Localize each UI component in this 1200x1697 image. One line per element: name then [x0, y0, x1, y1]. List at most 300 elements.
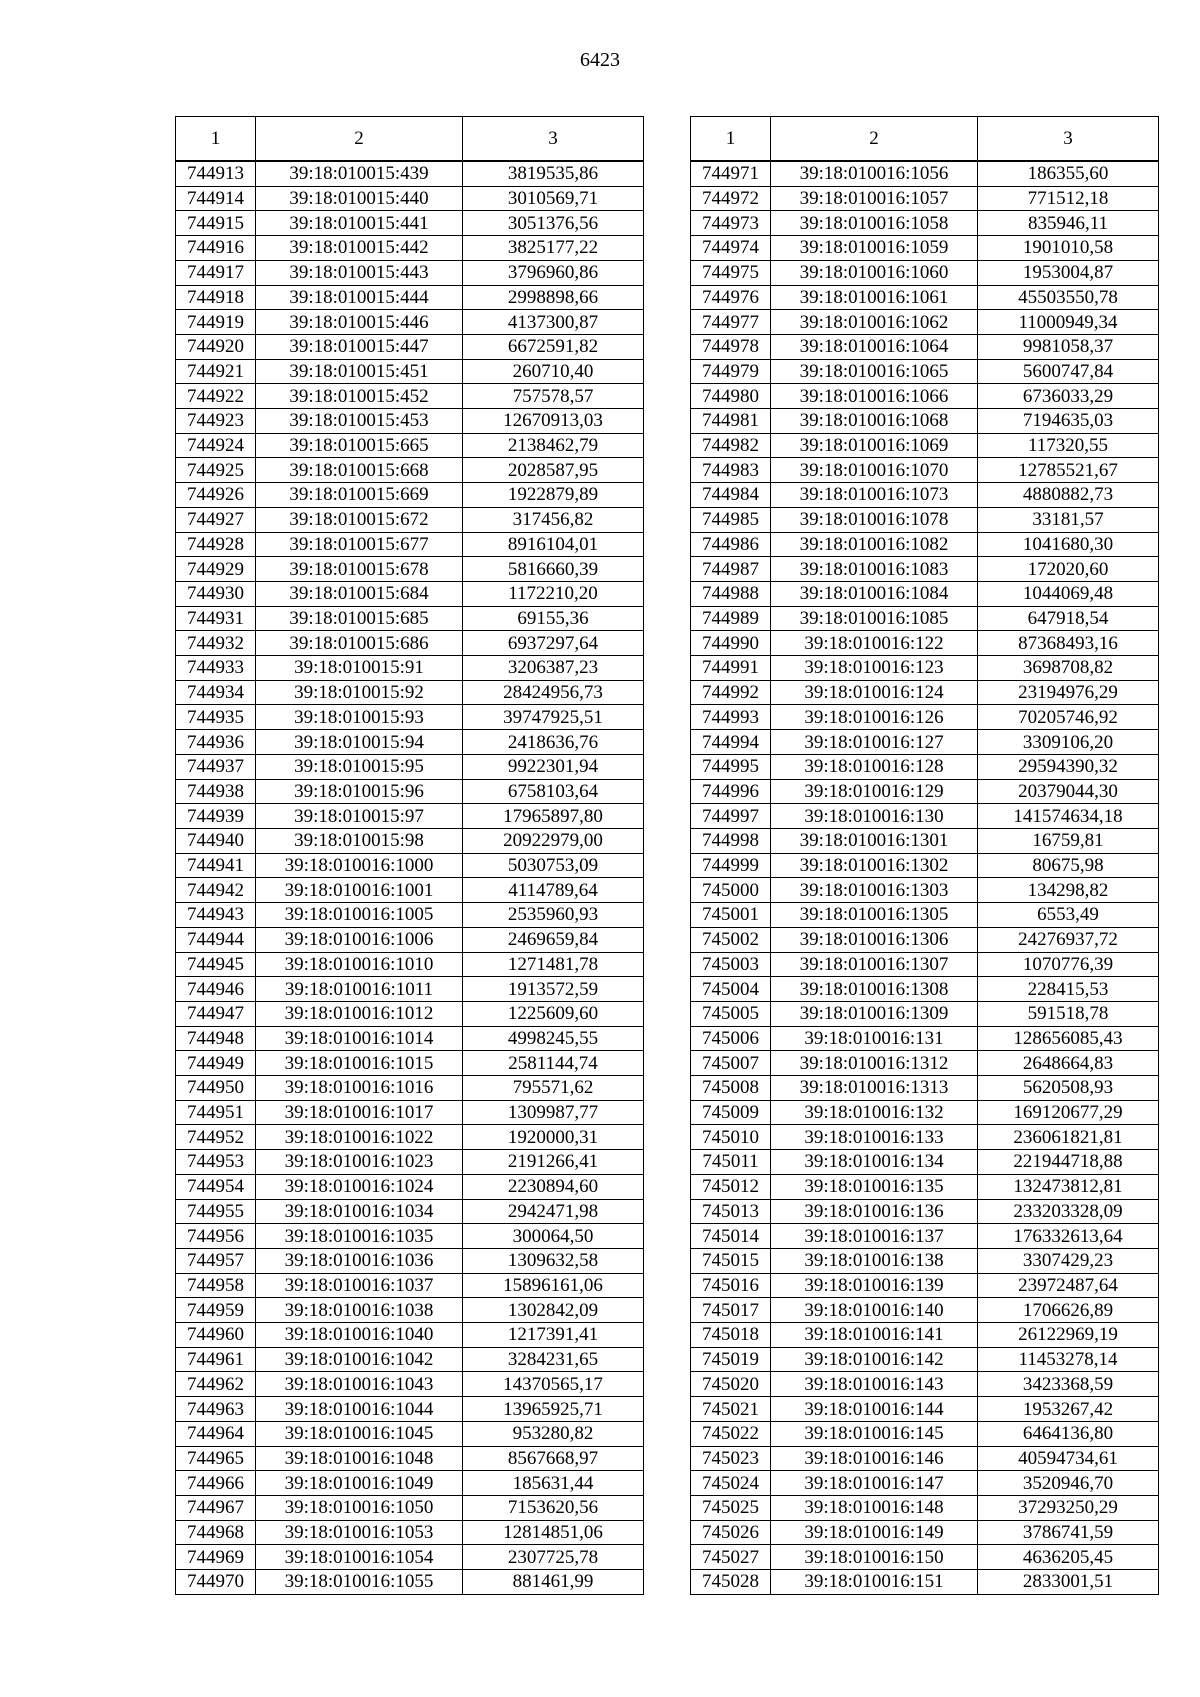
- table-row: [691, 384, 1159, 409]
- cadastral-number-cell: 39:18:010016:1037: [256, 1273, 463, 1298]
- row-number-cell: 744917: [176, 260, 256, 285]
- cadastral-number-cell: 39:18:010016:132: [771, 1100, 978, 1125]
- table-row: [176, 557, 644, 582]
- value-cell: 795571,62: [463, 1076, 644, 1101]
- table-row: [176, 1545, 644, 1570]
- value-cell: 169120677,29: [978, 1100, 1159, 1125]
- cadastral-number-cell: 39:18:010015:452: [256, 384, 463, 409]
- cadastral-number-cell: 39:18:010015:441: [256, 211, 463, 236]
- table-row: [691, 359, 1159, 384]
- row-number-cell: 744954: [176, 1174, 256, 1199]
- row-number-cell: 745012: [691, 1174, 771, 1199]
- value-cell: 3206387,23: [463, 656, 644, 681]
- table-row: [691, 310, 1159, 335]
- value-cell: 20922979,00: [463, 828, 644, 853]
- cadastral-number-cell: 39:18:010016:146: [771, 1446, 978, 1471]
- table-row: [176, 606, 644, 631]
- row-number-cell: 745003: [691, 952, 771, 977]
- value-cell: 15896161,06: [463, 1273, 644, 1298]
- row-number-cell: 744942: [176, 878, 256, 903]
- table-row: [176, 1224, 644, 1249]
- row-number-cell: 744941: [176, 853, 256, 878]
- value-cell: 9922301,94: [463, 754, 644, 779]
- value-cell: 20379044,30: [978, 779, 1159, 804]
- row-number-cell: 744980: [691, 384, 771, 409]
- value-cell: 14370565,17: [463, 1372, 644, 1397]
- value-cell: 80675,98: [978, 853, 1159, 878]
- cadastral-number-cell: 39:18:010016:1024: [256, 1174, 463, 1199]
- value-cell: 12785521,67: [978, 458, 1159, 483]
- value-cell: 2998898,66: [463, 285, 644, 310]
- value-cell: 1070776,39: [978, 952, 1159, 977]
- row-number-cell: 744993: [691, 705, 771, 730]
- column-header: 1: [176, 117, 256, 162]
- cadastral-number-cell: 39:18:010015:443: [256, 260, 463, 285]
- value-cell: 1953267,42: [978, 1397, 1159, 1422]
- row-number-cell: 745019: [691, 1347, 771, 1372]
- value-cell: 317456,82: [463, 507, 644, 532]
- table-row: [691, 334, 1159, 359]
- cadastral-number-cell: 39:18:010016:1085: [771, 606, 978, 631]
- cadastral-number-cell: 39:18:010015:685: [256, 606, 463, 631]
- row-number-cell: 745009: [691, 1100, 771, 1125]
- value-cell: 953280,82: [463, 1421, 644, 1446]
- table-row: [691, 705, 1159, 730]
- table-row: [691, 754, 1159, 779]
- table-row: [176, 161, 644, 186]
- value-cell: 185631,44: [463, 1471, 644, 1496]
- table-row: [691, 804, 1159, 829]
- row-number-cell: 745023: [691, 1446, 771, 1471]
- cadastral-number-cell: 39:18:010016:1313: [771, 1076, 978, 1101]
- cadastral-number-cell: 39:18:010016:138: [771, 1248, 978, 1273]
- cadastral-number-cell: 39:18:010015:686: [256, 631, 463, 656]
- row-number-cell: 744923: [176, 409, 256, 434]
- row-number-cell: 744925: [176, 458, 256, 483]
- cadastral-number-cell: 39:18:010016:1302: [771, 853, 978, 878]
- cadastral-number-cell: 39:18:010016:1070: [771, 458, 978, 483]
- row-number-cell: 745011: [691, 1150, 771, 1175]
- row-number-cell: 744976: [691, 285, 771, 310]
- value-cell: 757578,57: [463, 384, 644, 409]
- row-number-cell: 744944: [176, 927, 256, 952]
- row-number-cell: 745017: [691, 1298, 771, 1323]
- row-number-cell: 744978: [691, 334, 771, 359]
- row-number-cell: 745021: [691, 1397, 771, 1422]
- cadastral-number-cell: 39:18:010016:1022: [256, 1125, 463, 1150]
- cadastral-number-cell: 39:18:010016:1307: [771, 952, 978, 977]
- row-number-cell: 744934: [176, 680, 256, 705]
- value-cell: 23972487,64: [978, 1273, 1159, 1298]
- value-cell: 4880882,73: [978, 483, 1159, 508]
- column-header: 1: [691, 117, 771, 162]
- table-row: [176, 1174, 644, 1199]
- row-number-cell: 744924: [176, 433, 256, 458]
- cadastral-number-cell: 39:18:010015:93: [256, 705, 463, 730]
- cadastral-number-cell: 39:18:010016:1073: [771, 483, 978, 508]
- row-number-cell: 744999: [691, 853, 771, 878]
- cadastral-number-cell: 39:18:010016:1064: [771, 334, 978, 359]
- row-number-cell: 745024: [691, 1471, 771, 1496]
- value-cell: 9981058,37: [978, 334, 1159, 359]
- table-row: [176, 310, 644, 335]
- table-row: [691, 1199, 1159, 1224]
- cadastral-number-cell: 39:18:010016:129: [771, 779, 978, 804]
- cadastral-number-cell: 39:18:010016:1040: [256, 1323, 463, 1348]
- row-number-cell: 745002: [691, 927, 771, 952]
- table-row: [176, 1100, 644, 1125]
- table-row: [176, 1026, 644, 1051]
- row-number-cell: 745018: [691, 1323, 771, 1348]
- row-number-cell: 745001: [691, 903, 771, 928]
- table-row: [176, 705, 644, 730]
- cadastral-number-cell: 39:18:010015:451: [256, 359, 463, 384]
- value-cell: 4636205,45: [978, 1545, 1159, 1570]
- value-cell: 260710,40: [463, 359, 644, 384]
- cadastral-number-cell: 39:18:010015:95: [256, 754, 463, 779]
- row-number-cell: 744936: [176, 730, 256, 755]
- table-row: [691, 1545, 1159, 1570]
- table-row: [176, 1076, 644, 1101]
- value-cell: 1922879,89: [463, 483, 644, 508]
- value-cell: 2833001,51: [978, 1570, 1159, 1595]
- cadastral-number-cell: 39:18:010015:672: [256, 507, 463, 532]
- row-number-cell: 744963: [176, 1397, 256, 1422]
- table-row: [691, 1397, 1159, 1422]
- row-number-cell: 744997: [691, 804, 771, 829]
- table-row: [176, 384, 644, 409]
- cadastral-number-cell: 39:18:010016:123: [771, 656, 978, 681]
- row-number-cell: 745026: [691, 1520, 771, 1545]
- table-row: [691, 458, 1159, 483]
- row-number-cell: 744919: [176, 310, 256, 335]
- row-number-cell: 744971: [691, 161, 771, 186]
- row-number-cell: 744964: [176, 1421, 256, 1446]
- cadastral-number-cell: 39:18:010015:668: [256, 458, 463, 483]
- row-number-cell: 744965: [176, 1446, 256, 1471]
- table-row: [691, 1224, 1159, 1249]
- page-number: 6423: [580, 49, 620, 71]
- value-cell: 1217391,41: [463, 1323, 644, 1348]
- cadastral-number-cell: 39:18:010016:1308: [771, 977, 978, 1002]
- cadastral-number-cell: 39:18:010015:440: [256, 186, 463, 211]
- value-cell: 3825177,22: [463, 236, 644, 261]
- row-number-cell: 745022: [691, 1421, 771, 1446]
- table-row: [176, 1471, 644, 1496]
- cadastral-number-cell: 39:18:010015:453: [256, 409, 463, 434]
- column-header: 3: [978, 117, 1159, 162]
- value-cell: 117320,55: [978, 433, 1159, 458]
- cadastral-number-cell: 39:18:010016:130: [771, 804, 978, 829]
- row-number-cell: 744961: [176, 1347, 256, 1372]
- table-row: [691, 507, 1159, 532]
- value-cell: 1225609,60: [463, 1001, 644, 1026]
- row-number-cell: 744969: [176, 1545, 256, 1570]
- table-row: [691, 483, 1159, 508]
- value-cell: 11453278,14: [978, 1347, 1159, 1372]
- value-cell: 134298,82: [978, 878, 1159, 903]
- table-row: [691, 285, 1159, 310]
- cadastral-number-cell: 39:18:010016:1011: [256, 977, 463, 1002]
- table-row: [691, 260, 1159, 285]
- cadastral-number-cell: 39:18:010016:151: [771, 1570, 978, 1595]
- table-row: [691, 1051, 1159, 1076]
- cadastral-number-cell: 39:18:010015:439: [256, 161, 463, 186]
- row-number-cell: 744973: [691, 211, 771, 236]
- value-cell: 13965925,71: [463, 1397, 644, 1422]
- table-row: [176, 1397, 644, 1422]
- cadastral-number-cell: 39:18:010016:1036: [256, 1248, 463, 1273]
- cadastral-number-cell: 39:18:010016:1303: [771, 878, 978, 903]
- registry-table-left: [175, 116, 644, 1595]
- cadastral-number-cell: 39:18:010016:145: [771, 1421, 978, 1446]
- row-number-cell: 744913: [176, 161, 256, 186]
- table-row: [691, 1273, 1159, 1298]
- value-cell: 2648664,83: [978, 1051, 1159, 1076]
- cadastral-number-cell: 39:18:010016:1014: [256, 1026, 463, 1051]
- table-row: [691, 1421, 1159, 1446]
- table-row: [176, 1421, 644, 1446]
- cadastral-number-cell: 39:18:010016:1042: [256, 1347, 463, 1372]
- row-number-cell: 745004: [691, 977, 771, 1002]
- cadastral-number-cell: 39:18:010016:1305: [771, 903, 978, 928]
- value-cell: 28424956,73: [463, 680, 644, 705]
- value-cell: 12670913,03: [463, 409, 644, 434]
- row-number-cell: 745020: [691, 1372, 771, 1397]
- table-row: [176, 927, 644, 952]
- table-body: [176, 161, 644, 1594]
- column-header: 2: [771, 117, 978, 162]
- row-number-cell: 744952: [176, 1125, 256, 1150]
- value-cell: 221944718,88: [978, 1150, 1159, 1175]
- value-cell: 6464136,80: [978, 1421, 1159, 1446]
- cadastral-number-cell: 39:18:010016:1060: [771, 260, 978, 285]
- value-cell: 3698708,82: [978, 656, 1159, 681]
- row-number-cell: 745014: [691, 1224, 771, 1249]
- value-cell: 591518,78: [978, 1001, 1159, 1026]
- table-row: [176, 1125, 644, 1150]
- value-cell: 881461,99: [463, 1570, 644, 1595]
- value-cell: 2307725,78: [463, 1545, 644, 1570]
- cadastral-number-cell: 39:18:010016:1062: [771, 310, 978, 335]
- value-cell: 176332613,64: [978, 1224, 1159, 1249]
- cadastral-number-cell: 39:18:010015:684: [256, 581, 463, 606]
- value-cell: 23194976,29: [978, 680, 1159, 705]
- value-cell: 3284231,65: [463, 1347, 644, 1372]
- cadastral-number-cell: 39:18:010016:133: [771, 1125, 978, 1150]
- row-number-cell: 744975: [691, 260, 771, 285]
- table-row: [691, 903, 1159, 928]
- cadastral-number-cell: 39:18:010016:128: [771, 754, 978, 779]
- cadastral-number-cell: 39:18:010016:1065: [771, 359, 978, 384]
- value-cell: 3309106,20: [978, 730, 1159, 755]
- cadastral-number-cell: 39:18:010015:669: [256, 483, 463, 508]
- value-cell: 1913572,59: [463, 977, 644, 1002]
- table-row: [176, 977, 644, 1002]
- row-number-cell: 744938: [176, 779, 256, 804]
- row-number-cell: 744998: [691, 828, 771, 853]
- row-number-cell: 744955: [176, 1199, 256, 1224]
- table-row: [691, 1150, 1159, 1175]
- table-row: [176, 952, 644, 977]
- cadastral-number-cell: 39:18:010016:131: [771, 1026, 978, 1051]
- table-row: [691, 1174, 1159, 1199]
- row-number-cell: 744943: [176, 903, 256, 928]
- row-number-cell: 745007: [691, 1051, 771, 1076]
- value-cell: 1172210,20: [463, 581, 644, 606]
- row-number-cell: 744920: [176, 334, 256, 359]
- row-number-cell: 744985: [691, 507, 771, 532]
- table-row: [176, 631, 644, 656]
- value-cell: 3010569,71: [463, 186, 644, 211]
- cadastral-number-cell: 39:18:010016:1023: [256, 1150, 463, 1175]
- row-number-cell: 744945: [176, 952, 256, 977]
- cadastral-number-cell: 39:18:010015:442: [256, 236, 463, 261]
- table-row: [691, 1248, 1159, 1273]
- cadastral-number-cell: 39:18:010016:1055: [256, 1570, 463, 1595]
- table-row: [176, 532, 644, 557]
- value-cell: 16759,81: [978, 828, 1159, 853]
- cadastral-number-cell: 39:18:010016:1056: [771, 161, 978, 186]
- table-row: [176, 1372, 644, 1397]
- table-row: [176, 1323, 644, 1348]
- value-cell: 2469659,84: [463, 927, 644, 952]
- row-number-cell: 744933: [176, 656, 256, 681]
- cadastral-number-cell: 39:18:010016:143: [771, 1372, 978, 1397]
- table-row: [691, 631, 1159, 656]
- table-row: [176, 804, 644, 829]
- table-row: [176, 1570, 644, 1595]
- row-number-cell: 744914: [176, 186, 256, 211]
- table-row: [691, 161, 1159, 186]
- value-cell: 1706626,89: [978, 1298, 1159, 1323]
- table-row: [691, 680, 1159, 705]
- value-cell: 6736033,29: [978, 384, 1159, 409]
- cadastral-number-cell: 39:18:010016:1010: [256, 952, 463, 977]
- cadastral-number-cell: 39:18:010016:126: [771, 705, 978, 730]
- table-row: [176, 359, 644, 384]
- value-cell: 39747925,51: [463, 705, 644, 730]
- row-number-cell: 744916: [176, 236, 256, 261]
- row-number-cell: 744935: [176, 705, 256, 730]
- table-row: [691, 1100, 1159, 1125]
- cadastral-number-cell: 39:18:010016:1069: [771, 433, 978, 458]
- value-cell: 2535960,93: [463, 903, 644, 928]
- row-number-cell: 744947: [176, 1001, 256, 1026]
- table-row: [176, 1273, 644, 1298]
- value-cell: 37293250,29: [978, 1495, 1159, 1520]
- value-cell: 4137300,87: [463, 310, 644, 335]
- cadastral-number-cell: 39:18:010016:140: [771, 1298, 978, 1323]
- row-number-cell: 744932: [176, 631, 256, 656]
- value-cell: 1901010,58: [978, 236, 1159, 261]
- table-row: [691, 779, 1159, 804]
- table-row: [176, 1199, 644, 1224]
- row-number-cell: 744991: [691, 656, 771, 681]
- table-row: [176, 1347, 644, 1372]
- row-number-cell: 744981: [691, 409, 771, 434]
- table-row: [691, 1076, 1159, 1101]
- table-row: [176, 828, 644, 853]
- table-row: [176, 903, 644, 928]
- value-cell: 2581144,74: [463, 1051, 644, 1076]
- table-row: [176, 853, 644, 878]
- table-row: [176, 754, 644, 779]
- cadastral-number-cell: 39:18:010016:1054: [256, 1545, 463, 1570]
- value-cell: 26122969,19: [978, 1323, 1159, 1348]
- cadastral-number-cell: 39:18:010016:139: [771, 1273, 978, 1298]
- row-number-cell: 745027: [691, 1545, 771, 1570]
- cadastral-number-cell: 39:18:010016:142: [771, 1347, 978, 1372]
- row-number-cell: 744915: [176, 211, 256, 236]
- row-number-cell: 745005: [691, 1001, 771, 1026]
- row-number-cell: 744959: [176, 1298, 256, 1323]
- value-cell: 1953004,87: [978, 260, 1159, 285]
- cadastral-number-cell: 39:18:010016:1059: [771, 236, 978, 261]
- cadastral-number-cell: 39:18:010016:1001: [256, 878, 463, 903]
- row-number-cell: 744983: [691, 458, 771, 483]
- table-row: [176, 779, 644, 804]
- row-number-cell: 744984: [691, 483, 771, 508]
- value-cell: 3819535,86: [463, 161, 644, 186]
- cadastral-number-cell: 39:18:010015:94: [256, 730, 463, 755]
- row-number-cell: 744987: [691, 557, 771, 582]
- row-number-cell: 745006: [691, 1026, 771, 1051]
- cadastral-number-cell: 39:18:010016:1050: [256, 1495, 463, 1520]
- table-row: [176, 236, 644, 261]
- row-number-cell: 744967: [176, 1495, 256, 1520]
- cadastral-number-cell: 39:18:010016:1015: [256, 1051, 463, 1076]
- row-number-cell: 744994: [691, 730, 771, 755]
- cadastral-number-cell: 39:18:010016:1017: [256, 1100, 463, 1125]
- cadastral-number-cell: 39:18:010016:149: [771, 1520, 978, 1545]
- value-cell: 236061821,81: [978, 1125, 1159, 1150]
- value-cell: 647918,54: [978, 606, 1159, 631]
- table-row: [176, 581, 644, 606]
- table-row: [176, 409, 644, 434]
- registry-table-right: [690, 116, 1159, 1595]
- value-cell: 2191266,41: [463, 1150, 644, 1175]
- cadastral-number-cell: 39:18:010016:1044: [256, 1397, 463, 1422]
- value-cell: 4998245,55: [463, 1026, 644, 1051]
- table-row: [176, 458, 644, 483]
- cadastral-number-cell: 39:18:010016:1309: [771, 1001, 978, 1026]
- row-number-cell: 744948: [176, 1026, 256, 1051]
- cadastral-number-cell: 39:18:010016:1000: [256, 853, 463, 878]
- value-cell: 29594390,32: [978, 754, 1159, 779]
- value-cell: 186355,60: [978, 161, 1159, 186]
- table-row: [691, 532, 1159, 557]
- cadastral-number-cell: 39:18:010016:1057: [771, 186, 978, 211]
- value-cell: 2028587,95: [463, 458, 644, 483]
- row-number-cell: 744940: [176, 828, 256, 853]
- row-number-cell: 744929: [176, 557, 256, 582]
- cadastral-number-cell: 39:18:010016:1005: [256, 903, 463, 928]
- cadastral-number-cell: 39:18:010015:665: [256, 433, 463, 458]
- value-cell: 7153620,56: [463, 1495, 644, 1520]
- row-number-cell: 744996: [691, 779, 771, 804]
- value-cell: 3307429,23: [978, 1248, 1159, 1273]
- table-row: [691, 1298, 1159, 1323]
- value-cell: 6937297,64: [463, 631, 644, 656]
- table-row: [691, 606, 1159, 631]
- row-number-cell: 744982: [691, 433, 771, 458]
- value-cell: 5620508,93: [978, 1076, 1159, 1101]
- value-cell: 17965897,80: [463, 804, 644, 829]
- cadastral-number-cell: 39:18:010015:446: [256, 310, 463, 335]
- table-row: [176, 1001, 644, 1026]
- row-number-cell: 744960: [176, 1323, 256, 1348]
